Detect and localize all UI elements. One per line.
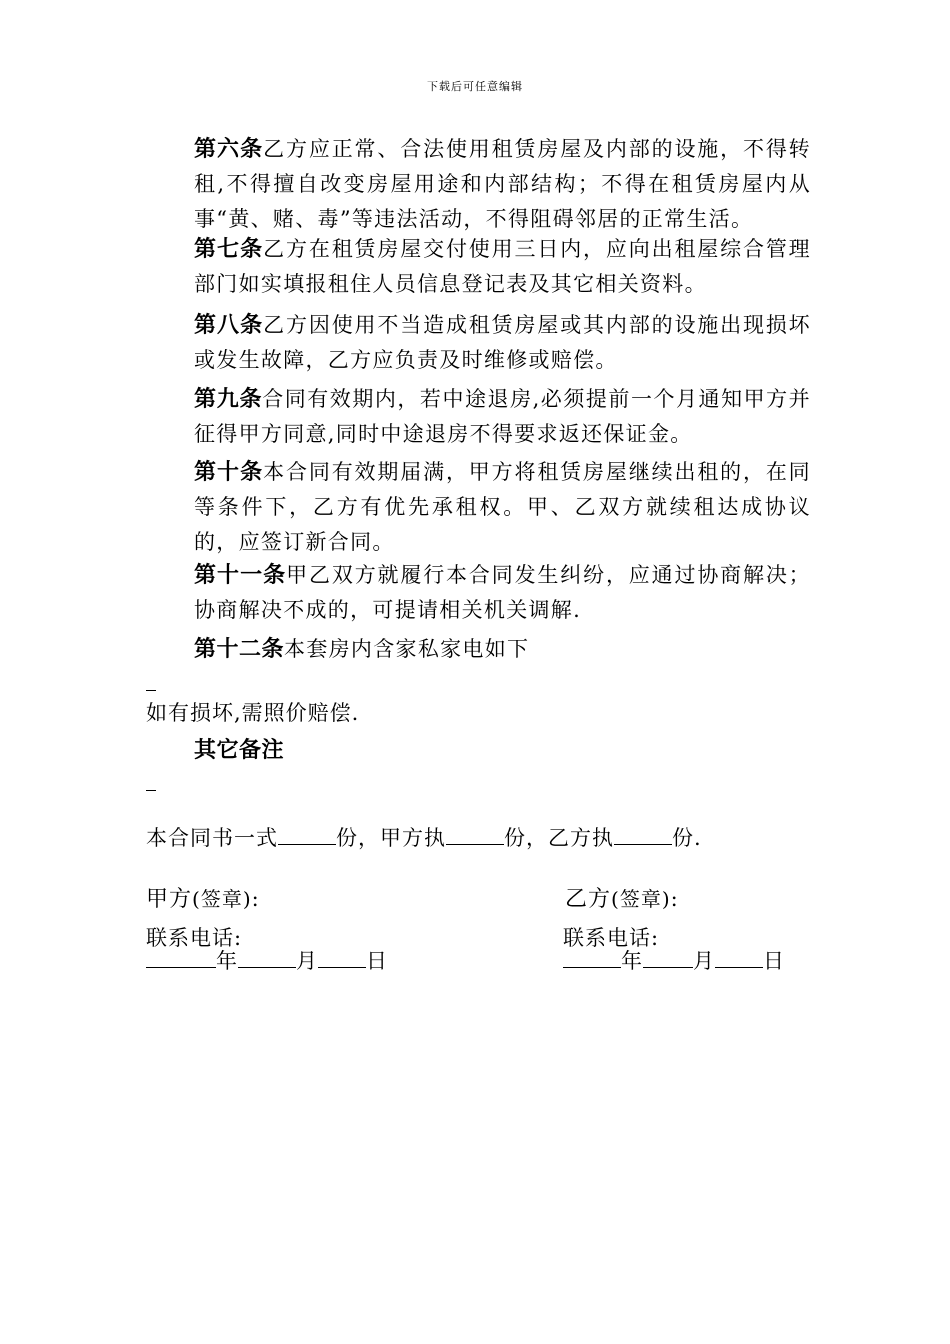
article-body: 甲乙双方就履行本合同发生纠纷，应通过协商解决；协商解决不成的，可提请相关机关调解.	[194, 563, 811, 622]
article-body: 乙方应正常、合法使用租赁房屋及内部的设施，不得转租,不得擅自改变房屋用途和内部结构；不得在租赁房屋内从事“黄、赌、毒”等违法活动，不得阻碍邻居的正常生活。	[194, 137, 811, 231]
article-body: 合同有效期内，若中途退房,必须提前一个月通知甲方并征得甲方同意,同时中途退房不得要求返还保证金。	[194, 387, 811, 446]
article-12	[146, 632, 811, 667]
copies-line: 本合同书一式 份，甲方执 份，乙方执 份.	[146, 826, 702, 850]
page-header: 下载后可任意编辑	[427, 80, 523, 93]
article-title: 第十条	[194, 460, 264, 485]
article-title: 第十二条	[194, 637, 285, 662]
year-blank[interactable]	[563, 947, 621, 968]
copies-total-blank[interactable]	[278, 824, 336, 845]
party-a-date: 年 月 日	[146, 945, 388, 975]
damage-note: 如有损坏,需照价赔偿.	[146, 701, 360, 725]
article-title: 第八条	[194, 313, 264, 338]
month-blank[interactable]	[238, 947, 296, 968]
day-blank[interactable]	[715, 947, 763, 968]
article-title: 第七条	[194, 237, 264, 262]
year-blank[interactable]	[146, 947, 216, 968]
party-b-date: 年 月 日	[563, 945, 785, 975]
month-blank[interactable]	[643, 947, 693, 968]
copies-a-blank[interactable]	[446, 824, 504, 845]
article-6	[146, 132, 811, 237]
party-b-phone: 联系电话:	[563, 926, 660, 950]
blank-line	[146, 790, 156, 791]
remarks-title: 其它备注	[194, 738, 285, 763]
article-title: 第六条	[194, 137, 264, 162]
article-8	[146, 308, 811, 378]
article-11	[146, 558, 811, 628]
article-title: 第九条	[194, 387, 263, 412]
blank-line	[146, 690, 156, 691]
article-title: 第十一条	[194, 563, 287, 588]
party-a-phone: 联系电话:	[146, 926, 243, 950]
article-body: 本套房内含家私家电如下	[284, 637, 530, 661]
article-body: 本合同有效期届满，甲方将租赁房屋继续出租的，在同等条件下，乙方有优先承租权。甲、乙双方就续租达成协议的，应签订新合同。	[194, 460, 811, 554]
article-7	[146, 232, 811, 302]
article-9	[146, 382, 811, 452]
article-body: 乙方因使用不当造成租赁房屋或其内部的设施出现损坏或发生故障，乙方应负责及时维修或赔偿。	[194, 313, 811, 372]
article-10	[146, 455, 811, 560]
party-a-signature: 甲方(签章):	[146, 887, 260, 912]
copies-b-blank[interactable]	[614, 824, 672, 845]
party-b-signature: 乙方(签章):	[565, 887, 679, 912]
article-body: 乙方在租赁房屋交付使用三日内，应向出租屋综合管理部门如实填报租住人员信息登记表及其它相关资料。	[194, 237, 811, 296]
day-blank[interactable]	[318, 947, 366, 968]
